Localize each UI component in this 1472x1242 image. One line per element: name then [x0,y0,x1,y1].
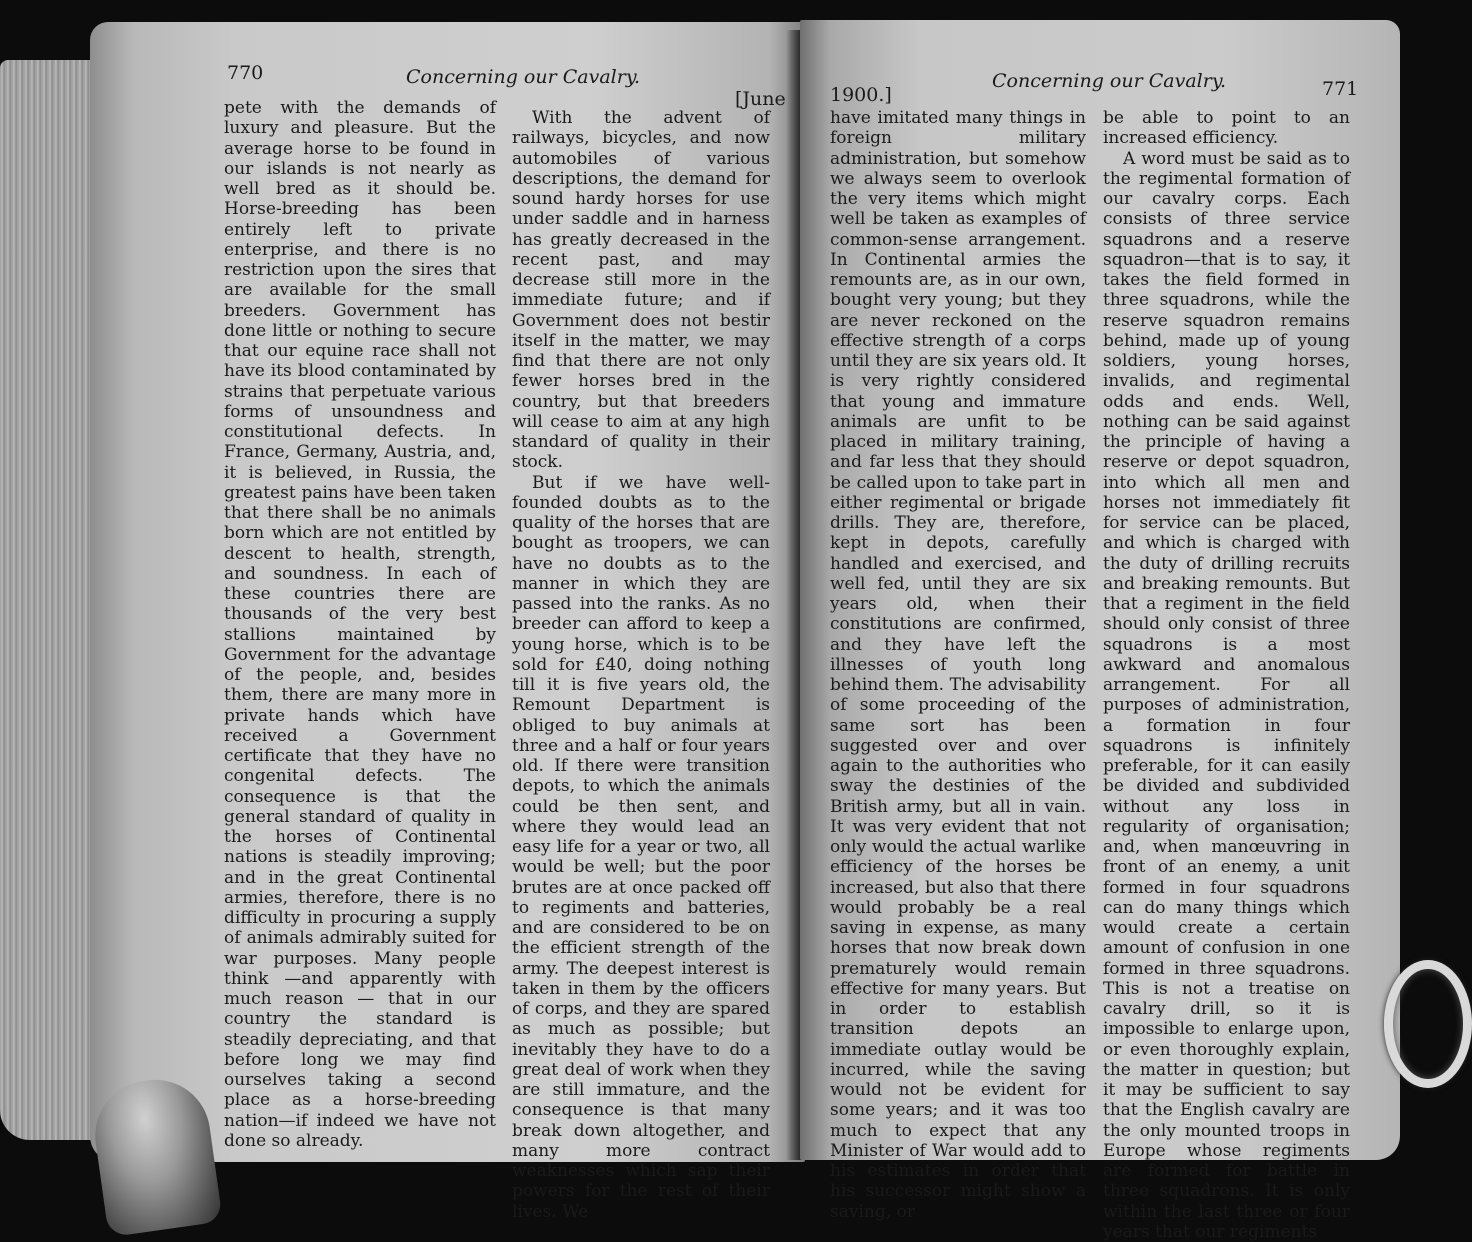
right-date-tag: 1900.] [830,84,892,106]
left-running-title: Concerning our Cavalry. [406,66,640,88]
paragraph: pete with the demands of luxury and pleasure. But the average horse to be found in our islands is not nearly as well bred as it should be. Horse-breeding has been entirely left to private enterprise, and there is no restriction upon the sires that are available for the small breeders. Government has done little or nothing to secure that our equine race shall not have its blood contaminated by strains that perpetuate various forms of unsoundness and constitutional defects. In France, Germany, Austria, and, it is believed, in Russia, the greatest pains have been taken that there shall be no animals born which are not entitled by descent to health, strength, and soundness. In each of these countries there are thousands of the very best stallions maintained by Government for the advantage of the people, and, besides them, there are many more in private hands which have received a Government certificate that they have no congenital defects. The consequence is that the general standard of quality in the horses of Continental nations is steadily improving; and in the great Continental armies, therefore, there is no difficulty in procuring a supply of animals admirably suited for war purposes. Many people think —and apparently with much reason — that in our country the standard is steadily depreciating, and that before long we may find ourselves taking a second place as a horse-breeding nation—if indeed we have not done so already. [224,98,496,1151]
left-date-tag: [June [735,88,786,110]
right-column-1 [830,108,1086,1222]
right-running-title: Concerning our Cavalry. [992,70,1226,92]
paragraph: With the advent of railways, bicycles, and now automobiles of various descriptions, the demand for sound hardy horses for use under saddle and in harness has greatly decreased in the recent past, and may decrease still more in the immediate future; and if Government does not bestir itself in the matter, we may find that there are not only fewer horses bred in the country, but that breeders will cease to aim at any high standard of quality in their stock. [512,108,770,473]
left-column-1 [224,98,496,1151]
right-page [800,20,1400,1160]
left-column-2 [512,108,770,1222]
paragraph: be able to point to an increased efficiency. [1103,108,1350,149]
right-column-2 [1103,108,1350,1242]
left-page [90,22,805,1162]
right-page-number: 771 [1322,78,1358,100]
paragraph: A word must be said as to the regimental formation of our cavalry corps. Each consists of three service squadrons and a reserve squadron—that is to say, it takes the field formed in three squadrons, while the reserve squadron remains behind, made up of young soldiers, young horses, invalids, and regimental odds and ends. Well, nothing can be said against the principle of having a reserve or depot squadron, into which all men and horses not immediately fit for service can be placed, and which is charged with the duty of drilling recruits and breaking remounts. But that a regiment in the field should only consist of three squadrons is a most awkward and anomalous arrangement. For all purposes of administration, a formation in four squadrons is infinitely preferable, for it can easily be divided and subdivided without any loss in regularity of organisation; and, when manœuvring in front of an enemy, a unit formed in four squadrons can do many things which would create a certain amount of confusion in one formed in three squadrons. This is not a treatise on cavalry drill, so it is impossible to enlarge upon, or even thoroughly explain, the matter in question; but it may be sufficient to say that the English cavalry are the only mounted troops in Europe whose regiments are formed for battle in three squadrons. It is only within the last three or four years that our regiments [1103,149,1350,1242]
left-page-number: 770 [227,62,263,84]
paragraph: have imitated many things in foreign military administration, but somehow we always seem to overlook the very items which might well be taken as examples of common-sense arrangement. In Continental armies the remounts are, as in our own, bought very young; but they are never reckoned on the effective strength of a corps until they are six years old. It is very rightly considered that young and immature animals are unfit to be placed in military training, and far less that they should be called upon to take part in either regimental or brigade drills. They are, therefore, kept in depots, carefully handled and exercised, and well fed, until they are six years old, when their constitutions are confirmed, and they have left the illnesses of youth long behind them. The advisability of some proceeding of the same sort has been suggested over and over again to the authorities who sway the destinies of the British army, but all in vain. It was very evident that not only would the actual warlike efficiency of the horses be increased, but also that there would probably be a real saving in expense, as many horses that now break down prematurely would remain effective for many years. But in order to establish transition depots an immediate outlay would be incurred, while the saving would not be evident for some years; and it was too much to expect that any Minister of War would add to his estimates in order that his successor might show a saving, or [830,108,1086,1222]
paragraph: But if we have well-founded doubts as to the quality of the horses that are bought as troopers, we can have no doubts as to the manner in which they are passed into the ranks. As no breeder can afford to keep a young horse, which is to be sold for £40, doing nothing till it is five years old, the Remount Department is obliged to buy animals at three and a half or four years old. If there were transition depots, to which the animals could be then sent, and where they would lead an easy life for a year or two, all would be well; but the poor brutes are at once packed off to regiments and batteries, and are considered to be on the efficient strength of the army. The deepest interest is taken in them by the officers of corps, and they are spared as much as possible; but inevitably they have to do a great deal of work when they are still immature, and the consequence is that many break down altogether, and many more contract weaknesses which sap their powers for the rest of their lives. We [512,473,770,1222]
ring-on-finger [1384,960,1472,1088]
